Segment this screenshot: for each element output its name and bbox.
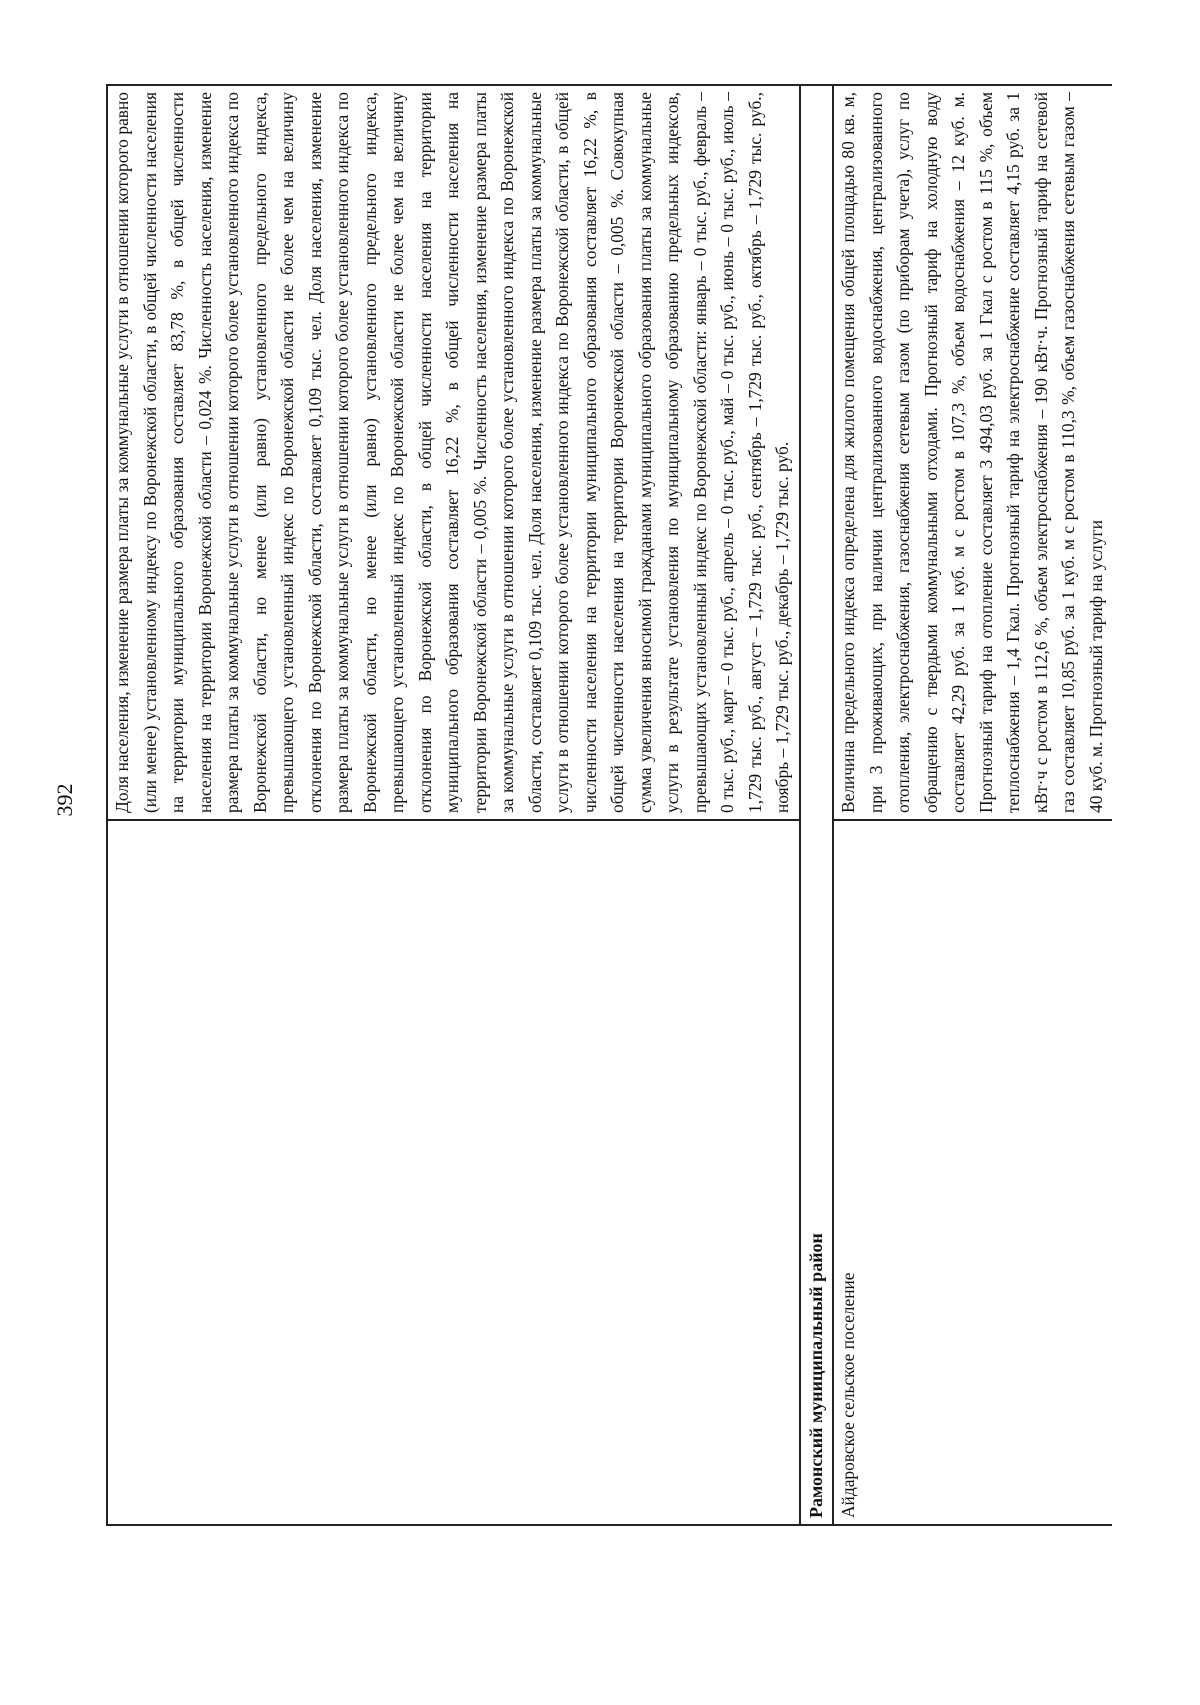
settlement-name-cell: Айдаровское сельское поселение <box>833 820 1112 1525</box>
page-number: 392 <box>52 783 77 817</box>
table-row <box>833 85 1112 1525</box>
district-header: Рамонский муниципальный район <box>800 85 834 1525</box>
district-header-row <box>800 85 834 1525</box>
tariff-table <box>106 84 1112 1526</box>
index-description-cell: Величина предельного индекса определена для жилого помещения общей площадью 80 кв. м, при 3 проживающих, при наличии централизованного водоснабжения, централизованного отопления, электроснабжения, газоснабжения сетевым газом (по приборам учета), услуг по обращению с твердыми коммунальными отходами. Прогнозный тариф на холодную воду составляет 42,29 руб. за 1 куб. м с ростом в 107,3 %, объем водоснабжения – 12 куб. м. Прогнозный тариф на отопление составляет 3 494,03 руб. за 1 Гкал с ростом в 115 %, объем теплоснабжения – 1,4 Гкал. Прогнозный тариф на электроснабжение составляет 4,15 руб. за 1 кВт·ч с ростом в 112,6 %, объем электроснабжения – 190 кВт·ч. Прогнозный тариф на сетевой газ составляет 10,85 руб. за 1 куб. м с ростом в 110,3 %, объем газоснабжения сетевым газом – 40 куб. м. Прогнозный тариф на услуги <box>833 85 1112 820</box>
settlement-cell-empty <box>107 820 800 1525</box>
index-description-cell: Доля населения, изменение размера платы за коммунальные услуги в отношении которого равно (или менее) установленному индексу по Воронежской области, в общей численности населения на территории муниципального образования составляет 83,78 %, в общей численности населения на территории Воронежской области – 0,024 %. Численность населения, изменение размера платы за коммунальные услуги в отношении которого более установленного индекса по Воронежской области, но менее (или равно) установленного предельного индекса, превышающего установленный индекс по Воронежской области не более чем на величину отклонения по Воронежской области, составляет 0,109 тыс. чел. Доля населения, изменение размера платы за коммунальные услуги в отношении которого более установленного индекса по Воронежской области, но менее (или равно) установленного предельного индекса, превышающего установленный индекс по Воронежской области не более чем на величину отклонения по Воронежской области, в общей численности населения на территории муниципального образования составляет 16,22 %, в общей численности населения на территории Воронежской области – 0,005 %. Численность населения, изменение размера платы за коммунальные услуги в отношении которого более установленного индекса по Воронежской области, составляет 0,109 тыс. чел. Доля населения, изменение размера платы за коммунальные услуги в отношении которого более установленного индекса по Воронежской области, в общей численности населения на территории муниципального образования составляет 16,22 %, в общей численности населения на территории Воронежской области – 0,005 %. Совокупная сумма увеличения вносимой гражданами муниципального образования платы за коммунальные услуги в результате установления по муниципальному образованию предельных индексов, превышающих установленный индекс по Воронежской области: январь – 0 тыс. руб., февраль – 0 тыс. руб., март – 0 тыс. руб., апрель – 0 тыс. руб., май – 0 тыс. руб., июнь – 0 тыс. руб., июль – 1,729 тыс. руб., август – 1,729 тыс. руб., сентябрь – 1,729 тыс. руб., октябрь – 1,729 тыс. руб., ноябрь – 1,729 тыс. руб., декабрь – 1,729 тыс. руб. <box>107 85 800 820</box>
rotated-table-sheet <box>106 86 1106 1526</box>
table-row <box>107 85 800 1525</box>
